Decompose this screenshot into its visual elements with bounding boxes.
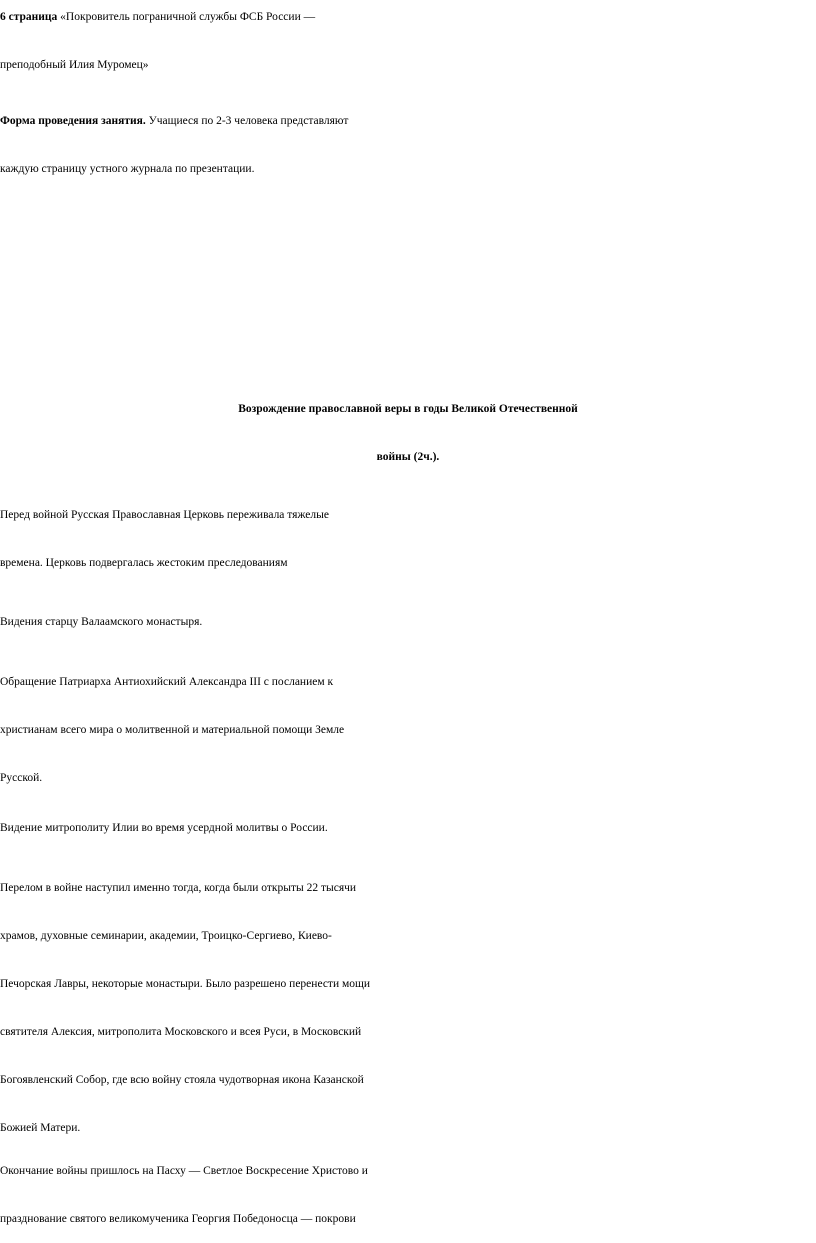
form-text-line-2: каждую страницу устного журнала по презентации. — [0, 163, 255, 175]
paragraph-line: Русской. — [0, 772, 43, 784]
paragraph-line: времена. Церковь подвергалась жестоким преследованиям — [0, 557, 288, 569]
intro-form — [0, 97, 816, 193]
paragraph-line: Божией Матери. — [0, 1122, 81, 1134]
paragraph-3 — [0, 658, 816, 802]
paragraph-4 — [0, 804, 816, 852]
section-heading-line-2: войны (2ч.). — [376, 451, 440, 463]
section-heading — [0, 385, 816, 481]
page-label: 6 страница — [0, 11, 58, 23]
paragraph-line: Перед войной Русская Православная Церковь переживала тяжелые — [0, 509, 329, 521]
paragraph-2 — [0, 598, 816, 646]
paragraph-6 — [0, 1147, 816, 1243]
paragraph-line: Видение митрополиту Илии во время усердной молитвы о России. — [0, 822, 328, 834]
paragraph-line: святителя Алексия, митрополита Московского и всея Руси, в Московский — [0, 1026, 362, 1038]
paragraph-line: Окончание войны пришлось на Пасху — Светлое Воскресение Христово и — [0, 1165, 368, 1177]
paragraph-line: Печорская Лавры, некоторые монастыри. Было разрешено перенести мощи — [0, 978, 371, 990]
intro-page-title — [0, 0, 816, 89]
paragraph-line: Перелом в войне наступил именно тогда, когда были открыты 22 тысячи — [0, 882, 357, 894]
page-title-line-2: преподобный Илия Муромец» — [0, 59, 149, 71]
paragraph-line: храмов, духовные семинарии, академии, Троицко-Сергиево, Киево- — [0, 930, 332, 942]
paragraph-1 — [0, 491, 816, 587]
paragraph-line: Обращение Патриарха Антиохийский Александра III с посланием к — [0, 676, 334, 688]
page-title-line-1: «Покровитель пограничной службы ФСБ России — — [60, 11, 316, 23]
paragraph-5 — [0, 864, 816, 1152]
paragraph-line: Видения старцу Валаамского монастыря. — [0, 616, 203, 628]
paragraph-line: Богоявленский Собор, где всю войну стояла чудотворная икона Казанской — [0, 1074, 364, 1086]
form-text-line-1: Учащиеся по 2-3 человека представляют — [145, 115, 349, 127]
paragraph-line: празднование святого великомученика Георгия Победоносца — покрови — [0, 1213, 356, 1225]
section-heading-line-1: Возрождение православной веры в годы Великой Отечественной — [238, 403, 578, 415]
form-label: Форма проведения занятия. — [0, 115, 146, 127]
paragraph-line: христианам всего мира о молитвенной и материальной помощи Земле — [0, 724, 345, 736]
